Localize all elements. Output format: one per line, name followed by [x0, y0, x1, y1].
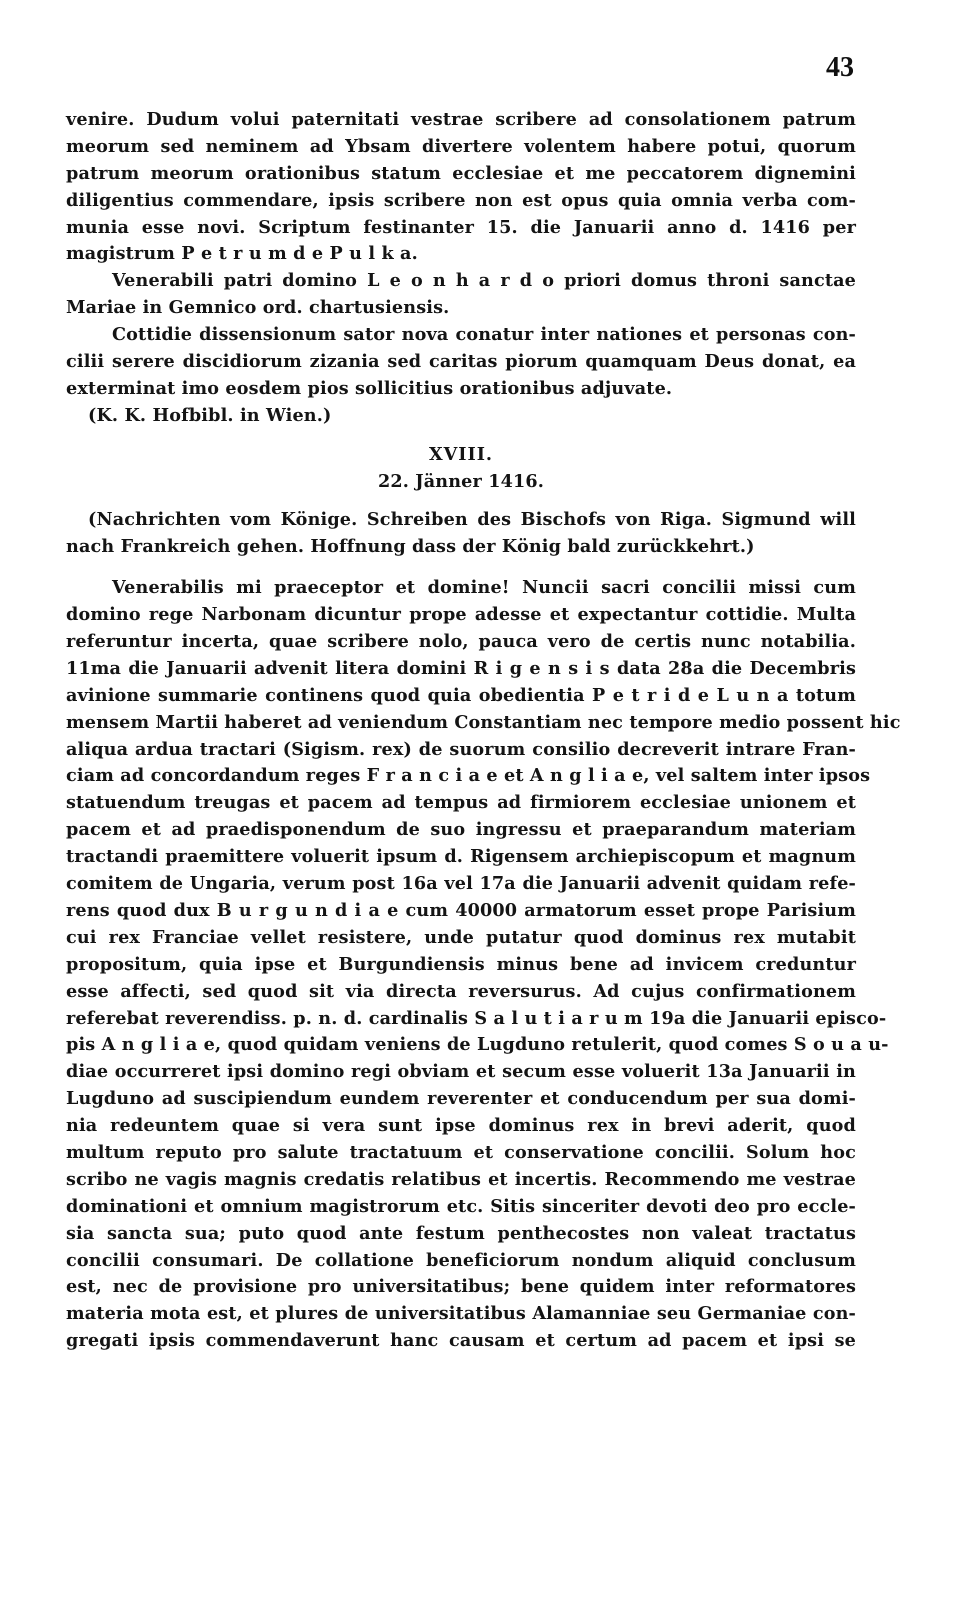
letter-line: ciam ad concordandum reges F r a n c i a e et A n g l i a e, vel saltem inter ipsos [66, 765, 871, 787]
letter-line: 11ma die Januarii advenit litera domini R i g e n s i s data 28a die Decembris [66, 657, 856, 679]
letter-line: dominationi et omnium magistrorum etc. Sitis sinceriter devoti deo pro eccle- [66, 1195, 856, 1217]
letter-line: pacem et ad praedisponendum de suo ingressu et praeparandum materiam [66, 819, 856, 841]
letter-line: rens quod dux B u r g u n d i a e cum 40000 armatorum esset prope Parisium [66, 899, 856, 921]
text-line: diligentius commendare, ipsis scribere non est opus quia omnia verba com- [66, 189, 856, 211]
letter-line: propositum, quia ipse et Burgundiensis minus bene ad invicem creduntur [66, 953, 856, 975]
text-line: munia esse novi. Scriptum festinanter 15. die Januarii anno d. 1416 per [66, 216, 856, 238]
letter-line: multum reputo pro salute tractatuum et conservatione concilii. Solum hoc [66, 1141, 856, 1163]
letter-line: domino rege Narbonam dicuntur prope adesse et expectantur cottidie. Multa [66, 604, 856, 626]
letter-line: Lugduno ad suscipiendum eundem reverenter et conducendum per sua domi- [66, 1088, 856, 1110]
letter-line: referuntur incerta, quae scribere nolo, pauca vero de certis nunc notabilia. [66, 631, 856, 653]
letter-line: aliqua ardua tractari (Sigism. rex) de suorum consilio decreverit intrare Fran- [66, 738, 856, 760]
text-line: patrum meorum orationibus statum ecclesiae et me peccatorem dignemini [66, 162, 856, 184]
letter-line: pis A n g l i a e, quod quidam veniens de Lugduno retulerit, quod comes S o u a u- [66, 1034, 889, 1056]
letter-line: concilii consumari. De collatione beneficiorum nondum aliquid conclusum [66, 1249, 856, 1271]
text-line: venire. Dudum volui paternitati vestrae scribere ad consolationem patrum [66, 109, 856, 130]
letter-line: diae occurreret ipsi domino regi obviam et secum esse voluerit 13a Januarii in [66, 1061, 856, 1083]
letter-line: comitem de Ungaria, verum post 16a vel 17a die Januarii advenit quidam refe- [66, 873, 856, 895]
letter-line: Venerabilis mi praeceptor et domine! Nuncii sacri concilii missi cum [112, 577, 856, 599]
text-line: meorum sed neminem ad Ybsam divertere volentem habere potui, quorum [66, 135, 856, 157]
text-line: cilii serere discidiorum zizania sed caritas piorum quamquam Deus donat, ea [66, 351, 856, 373]
letter-line: est, nec de provisione pro universitatibus; bene quidem inter reformatores [66, 1276, 856, 1298]
page-number: 43 [826, 52, 854, 83]
letter-line: gregati ipsis commendaverunt hanc causam et certum ad pacem et ipsi se [66, 1330, 856, 1352]
text-line: Cottidie dissensionum sator nova conatur inter nationes et personas con- [112, 324, 856, 346]
letter-line: tractandi praemittere voluerit ipsum d. Rigensem archiepiscopum et magnum [66, 846, 856, 868]
address-line: Mariae in Gemnico ord. chartusiensis. [66, 297, 450, 319]
address-line: Venerabili patri domino L e o n h a r d o priori domus throni sanctae [112, 270, 856, 292]
letter-line: mensem Martii haberet ad veniendum Constantiam nec tempore medio possent hic [66, 711, 901, 733]
text-line: exterminat imo eosdem pios sollicitius orationibus adjuvate. [66, 377, 673, 399]
source-reference: (K. K. Hofbibl. in Wien.) [88, 404, 332, 426]
letter-line: scribo ne vagis magnis credatis relatibus et incertis. Recommendo me vestrae [66, 1168, 856, 1190]
body-text [66, 107, 901, 1355]
letter-line: sia sancta sua; puto quod ante festum penthecostes non valeat tractatus [66, 1222, 856, 1244]
letter-line: statuendum treugas et pacem ad tempus ad firmiorem ecclesiae unionem et [66, 792, 856, 814]
summary-line: (Nachrichten vom Könige. Schreiben des Bischofs von Riga. Sigmund will [88, 509, 856, 531]
letter-line: nia redeuntem quae si vera sunt ipse dominus rex in brevi aderit, quod [66, 1115, 856, 1137]
letter-line: avinione summarie continens quod quia obedientia P e t r i d e L u n a totum [66, 684, 856, 706]
letter-line: referebat reverendiss. p. n. d. cardinalis S a l u t i a r u m 19a die Januarii episco- [66, 1007, 887, 1029]
summary-line: nach Frankreich gehen. Hoffnung dass der König bald zurückkehrt.) [66, 536, 755, 558]
letter-line: cui rex Franciae vellet resistere, unde putatur quod dominus rex mutabit [66, 926, 856, 948]
text-line: magistrum P e t r u m d e P u l k a. [66, 243, 418, 265]
section-number: XVIII. [428, 443, 494, 465]
letter-line: materia mota est, et plures de universitatibus Alamanniae seu Germaniae con- [66, 1303, 856, 1325]
letter-line: esse affecti, sed quod sit via directa reversurus. Ad cujus confirmationem [66, 980, 856, 1002]
section-date: 22. Jänner 1416. [377, 470, 545, 492]
